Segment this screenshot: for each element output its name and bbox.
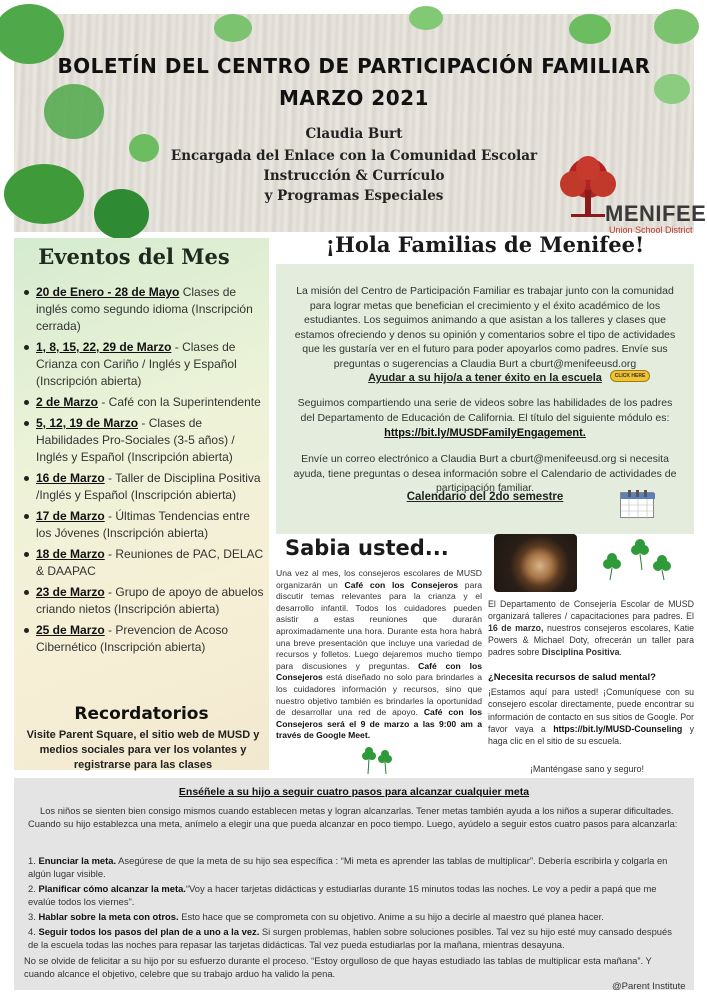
event-text: - Taller de Disciplina Positiva /Inglés y Español (Inscripción abierta) <box>36 471 261 502</box>
calendar-icon[interactable] <box>620 492 654 518</box>
event-item <box>22 622 268 656</box>
event-text: - Café con la Superintendente <box>98 395 261 409</box>
contact-text: Envíe un correo electrónico a Claudia Burt a cburt@menifeeusd.org si necesita ayuda, tiene preguntas o desea información sobre el Calendario de actividades de participación familiar. <box>293 453 677 494</box>
event-text: - Clases de Crianza con Cariño / Inglés y Español (Inscripción abierta) <box>36 340 237 388</box>
clover-decoration <box>214 14 252 42</box>
event-date: 1, 8, 15, 22, 29 de Marzo <box>36 340 172 354</box>
goal-step: 2. Planificar cómo alcanzar la meta.“Voy a hacer tarjetas didácticas y estudiarlas durante 15 minutos todas las noches. Le voy a pedir a papá que me evalúe todos los viernes”. <box>28 883 657 907</box>
reminders-text: Visite Parent Square, el sitio web de MUSD y medios sociales para ver los volantes y registrarse para las clases <box>26 729 260 771</box>
mission-text: La misión del Centro de Participación Familiar es trabajar junto con la comunidad para lograr metas que benefician el crecimiento y el éxito académico de los estudiantes. Los seguimos animando a que asistan a los talleres y clases que estamos ofreciendo y denos su opinión y comentarios sobre el tipo de actividades que les gustaría ver en el futuro para poder apoyarlos como padres. Envíe sus preguntas o sugerencias a Claudia Burt a cburt@menifeeusd.org <box>294 285 676 370</box>
family-engagement-link[interactable]: https://bit.ly/MUSDFamilyEngagement. <box>384 427 586 439</box>
event-item <box>22 284 268 335</box>
events-column <box>14 238 269 770</box>
events-list <box>22 284 268 660</box>
logo-wordmark: MENIFEE <box>605 201 707 226</box>
click-here-button[interactable]: CLICK HERE <box>610 370 650 382</box>
event-date: 2 de Marzo <box>36 395 99 409</box>
goal-step: 4. Seguir todos los pasos del plan de a uno a la vez. Si surgen problemas, hablen sobre soluciones posibles. Tal vez su hijo esté muy cansado después de la escuela todas las noches para repasar las tarjetas didácticas. Tal vez pueda estudiarlas por la mañana, mientras desayuna. <box>28 926 672 950</box>
source-credit: @Parent Institute <box>612 981 686 992</box>
event-item <box>22 415 268 466</box>
event-text: - Últimas Tendencias entre los Jóvenes (Inscripción abierta) <box>36 509 250 540</box>
calendar-link[interactable]: Calendario del 2do semestre <box>406 491 564 503</box>
event-text: - Grupo de apoyo de abuelos criando nietos (Inscripción abierta) <box>36 585 264 616</box>
newsletter-title: BOLETÍN DEL CENTRO DE PARTICIPACIÓN FAMILIAR <box>57 54 651 78</box>
goals-section <box>14 778 694 990</box>
clover-decoration <box>654 9 699 44</box>
clover-icon <box>598 540 678 582</box>
event-item <box>22 470 268 504</box>
clover-icon <box>356 746 396 776</box>
did-you-know-text: Una vez al mes, los consejeros escolares de MUSD organizarán un Café con los Consejeros para discutir temas relevantes para la crianza y el desarrollo infantil. Todos los cuidadores pueden asistir a estas reuniones que durarán aproximadamente una hora. Durante esta hora habrá una breve presentación que incluye una variedad de recursos y folletos. Luego dejaremos mucho tiempo para discusiones y preguntas. Café con los Consejeros está diseñado no solo para brindarles a los cuidadores información y recursos, sino que nuestro objetivo también es brindarles la oportunidad de desarrollar una red de apoyo. Café con los Consejeros será el 9 de marzo a las 9:00 am a través de Google Meet. <box>276 568 482 741</box>
goals-outro: No se olvide de felicitar a su hijo por su esfuerzo durante el proceso. “Estoy orgulloso de que hayas estudiado las tablas de multiplicar esta mañana”. Y cuando alcance el objetivo, celebre que su trabajo arduo ha valido la pena. <box>24 955 652 979</box>
events-title: Eventos del Mes <box>38 244 230 269</box>
event-date: 5, 12, 19 de Marzo <box>36 416 139 430</box>
greeting-title: ¡Hola Familias de Menifee! <box>325 232 645 257</box>
coffee-image <box>494 534 577 592</box>
goal-step: 1. Enunciar la meta. Asegúrese de que la meta de su hijo sea específica : “Mi meta es aprender las tablas de multiplicar”. Debería escribirla y colgarla en algún lugar visible. <box>28 855 668 879</box>
video-series-text: Seguimos compartiendo una serie de videos sobre las habilidades de los padres del Departamento de Educación de California. El título del siguiente módulo es: <box>297 397 673 424</box>
author-name: Claudia Burt <box>305 126 403 142</box>
reminders-title: Recordatorios <box>74 704 209 724</box>
event-item <box>22 339 268 390</box>
event-date: 20 de Enero - 28 de Mayo <box>36 285 180 299</box>
department-line-2: y Programas Especiales <box>264 188 444 204</box>
goals-steps-list <box>28 854 680 953</box>
event-item <box>22 394 268 411</box>
event-text: Clases de inglés como segundo idioma (Inscripción cerrada) <box>36 285 253 333</box>
did-you-know-title: Sabia usted... <box>285 536 449 560</box>
event-date: 16 de Marzo <box>36 471 105 485</box>
newsletter-header <box>14 14 707 235</box>
district-logo <box>549 156 707 236</box>
counseling-link[interactable]: https://bit.ly/MUSD-Counseling <box>553 723 683 734</box>
event-date: 23 de Marzo <box>36 585 105 599</box>
clover-decoration <box>569 14 611 44</box>
event-item <box>22 584 268 618</box>
mental-health-text: ¡Estamos aquí para usted! ¡Comuníquese con su consejero escolar directamente, puede encontrar su información de contacto en sus sitios de Google. Por favor vaya a https://bit.ly/MUSD-Counseling y haga clic en el sitio de su escuela. <box>488 687 694 747</box>
mental-health-question: ¿Necesita recursos de salud mental? <box>488 672 656 683</box>
goals-intro: Los niños se sienten bien consigo mismos cuando establecen metas y logran alcanzarlas. Tener metas también ayuda a los niños a superar dificultades. Cuando su hijo establezca una meta, anímelo a elegir una que pueda alcanzar en poco tiempo. Luego, ayúdelo a seguir estos cuatro pasos para alcanzarla: <box>28 805 678 829</box>
logo-subtitle: Union School District <box>609 225 693 235</box>
greeting-box <box>276 264 694 534</box>
goals-title: Enséñele a su hijo a seguir cuatro pasos para alcanzar cualquier meta <box>178 786 530 798</box>
newsletter-month: MARZO 2021 <box>279 86 429 110</box>
event-text: - Reuniones de PAC, DELAC & DAAPAC <box>36 547 264 578</box>
event-text: - Prevencion de Acoso Cibernético (Inscripción abierta) <box>36 623 229 654</box>
event-text: - Clases de Habilidades Pro-Sociales (3-5 años) / Inglés y Español (Inscripción abierta) <box>36 416 235 464</box>
department-line-1: Instrucción & Currículo <box>263 168 445 184</box>
event-date: 18 de Marzo <box>36 547 105 561</box>
help-child-link[interactable]: Ayudar a su hijo/a a tener éxito en la escuela <box>368 372 602 384</box>
stay-safe-text: ¡Manténgase sano y seguro! <box>529 764 644 774</box>
counseling-workshop-text: El Departamento de Consejería Escolar de MUSD organizará talleres / capacitaciones para padres. El 16 de marzo, nuestros consejeros escolares, Katie Powers & Michael Doty, ofrecerán un taller para padres sobre Disciplina Positiva. <box>488 599 695 657</box>
goal-step: 3. Hablar sobre la meta con otros. Esto hace que se comprometa con su objetivo. Anime a su hijo a decirle al maestro qué planea hacer. <box>28 911 604 922</box>
author-role: Encargada del Enlace con la Comunidad Escolar <box>170 148 538 164</box>
event-date: 17 de Marzo <box>36 509 105 523</box>
event-item <box>22 546 268 580</box>
event-item <box>22 508 268 542</box>
event-date: 25 de Marzo <box>36 623 105 637</box>
clover-decoration <box>409 6 443 30</box>
